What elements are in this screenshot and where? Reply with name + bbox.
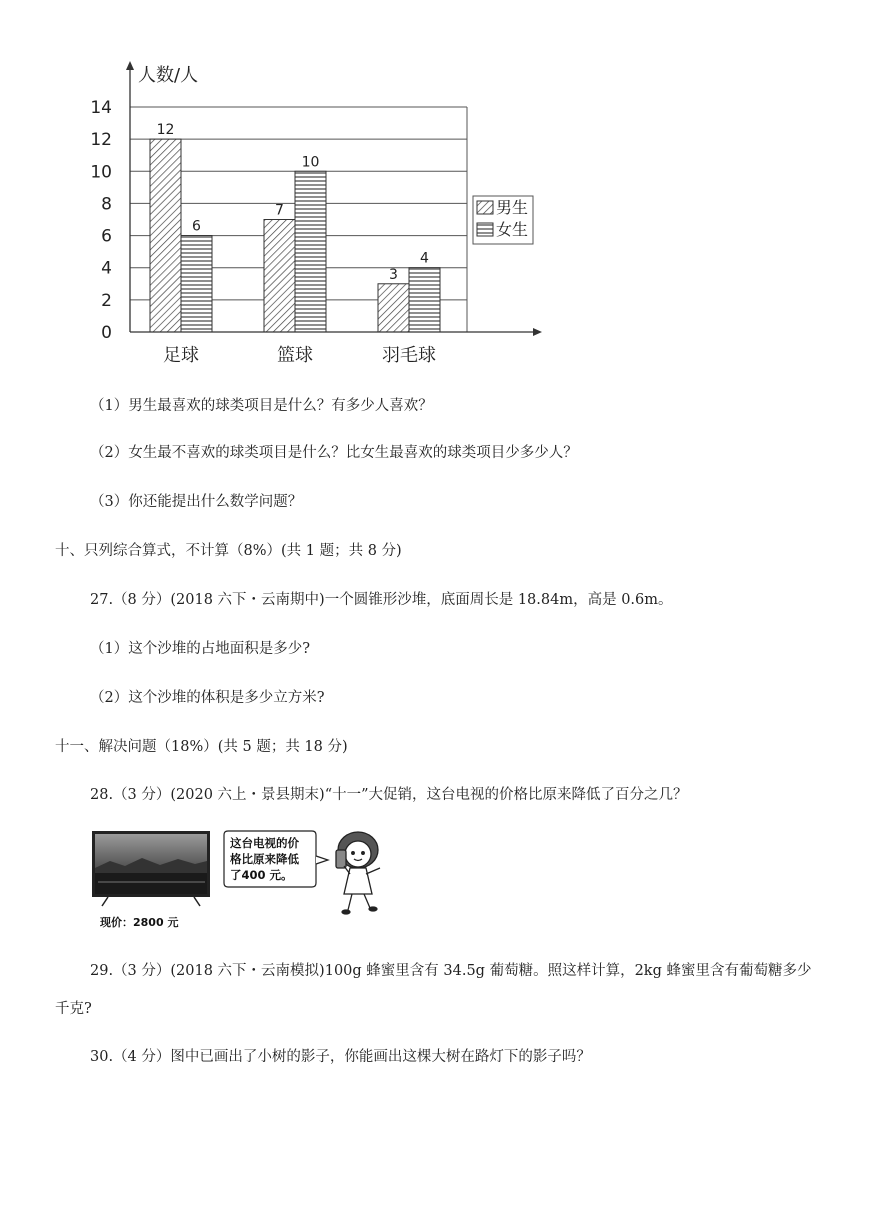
section-11-heading: 十一、解决问题（18%）(共 5 题；共 18 分) — [55, 739, 348, 755]
y-axis-label: 人数/人 — [138, 65, 199, 86]
tv-illustration — [90, 828, 430, 938]
bar-girls — [409, 268, 440, 332]
y-tick-label: 6 — [101, 226, 112, 247]
question-27-2: （2）这个沙堆的体积是多少立方米? — [90, 690, 325, 706]
question-27-1: （1）这个沙堆的占地面积是多少? — [90, 641, 310, 657]
x-tick-label: 篮球 — [277, 345, 313, 366]
question-27: 27.（8 分）(2018 六下・云南期中)一个圆锥形沙堆，底面周长是 18.84m，高是 0.6m。 — [90, 592, 673, 608]
bubble-line-2: 格比原来降低 — [230, 852, 299, 866]
question-28: 28.（3 分）(2020 六上・景县期末)“十一”大促销，这台电视的价格比原来降低了百分之几？ — [90, 787, 688, 803]
x-tick-label: 足球 — [163, 345, 199, 366]
question-29-line-1: 29.（3 分）(2018 六下・云南模拟)100g 蜂蜜里含有 34.5g 葡萄糖。照这样计算，2kg 蜂蜜里含有葡萄糖多少 — [90, 963, 812, 979]
section-10-heading: 十、只列综合算式，不计算（8%）(共 1 题；共 8 分) — [55, 543, 402, 559]
question-1: （1）男生最喜欢的球类项目是什么？有多少人喜欢？ — [90, 398, 433, 414]
bar-boys — [378, 284, 409, 332]
legend-entry: 女生 — [496, 220, 529, 239]
y-tick-label: 0 — [101, 323, 112, 343]
legend — [473, 196, 533, 244]
data-label: 12 — [156, 122, 175, 139]
data-label: 10 — [301, 154, 320, 171]
y-tick-label: 4 — [101, 258, 112, 279]
bar-girls — [181, 236, 212, 332]
question-2: （2）女生最不喜欢的球类项目是什么？比女生最喜欢的球类项目少多少人？ — [90, 445, 578, 461]
x-tick-labels — [163, 345, 436, 366]
data-label: 7 — [275, 202, 284, 219]
legend-entry: 男生 — [496, 198, 529, 217]
bubble-line-1: 这台电视的价 — [230, 836, 299, 850]
bar-girls — [295, 171, 326, 332]
y-axis-arrow — [126, 61, 134, 70]
girl-figure-icon — [336, 832, 380, 914]
y-tick-label: 12 — [90, 130, 112, 151]
x-tick-label: 羽毛球 — [382, 345, 436, 366]
y-tick-label: 14 — [90, 98, 112, 118]
data-label: 4 — [420, 250, 429, 267]
bar-boys — [150, 139, 181, 332]
bubble-line-3: 了400 元。 — [230, 868, 293, 882]
bar-chart — [90, 55, 560, 375]
speech-bubble — [224, 831, 328, 887]
bars — [150, 122, 440, 332]
legend-swatch — [477, 223, 493, 236]
data-label: 3 — [389, 266, 398, 283]
y-tick-label: 10 — [90, 162, 112, 183]
y-tick-label: 8 — [101, 194, 112, 215]
tv-price-label: 现价：2800 元 — [100, 916, 179, 929]
tv-icon — [92, 831, 210, 906]
question-30: 30.（4 分）图中已画出了小树的影子，你能画出这棵大树在路灯下的影子吗？ — [90, 1049, 591, 1065]
data-label: 6 — [192, 218, 201, 235]
question-29-line-2: 千克? — [55, 1001, 92, 1017]
question-3: （3）你还能提出什么数学问题？ — [90, 494, 303, 510]
y-tick-labels — [90, 98, 112, 343]
legend-swatch — [477, 201, 493, 214]
bar-boys — [264, 220, 295, 333]
y-tick-label: 2 — [101, 290, 112, 311]
x-axis-arrow — [533, 328, 542, 336]
